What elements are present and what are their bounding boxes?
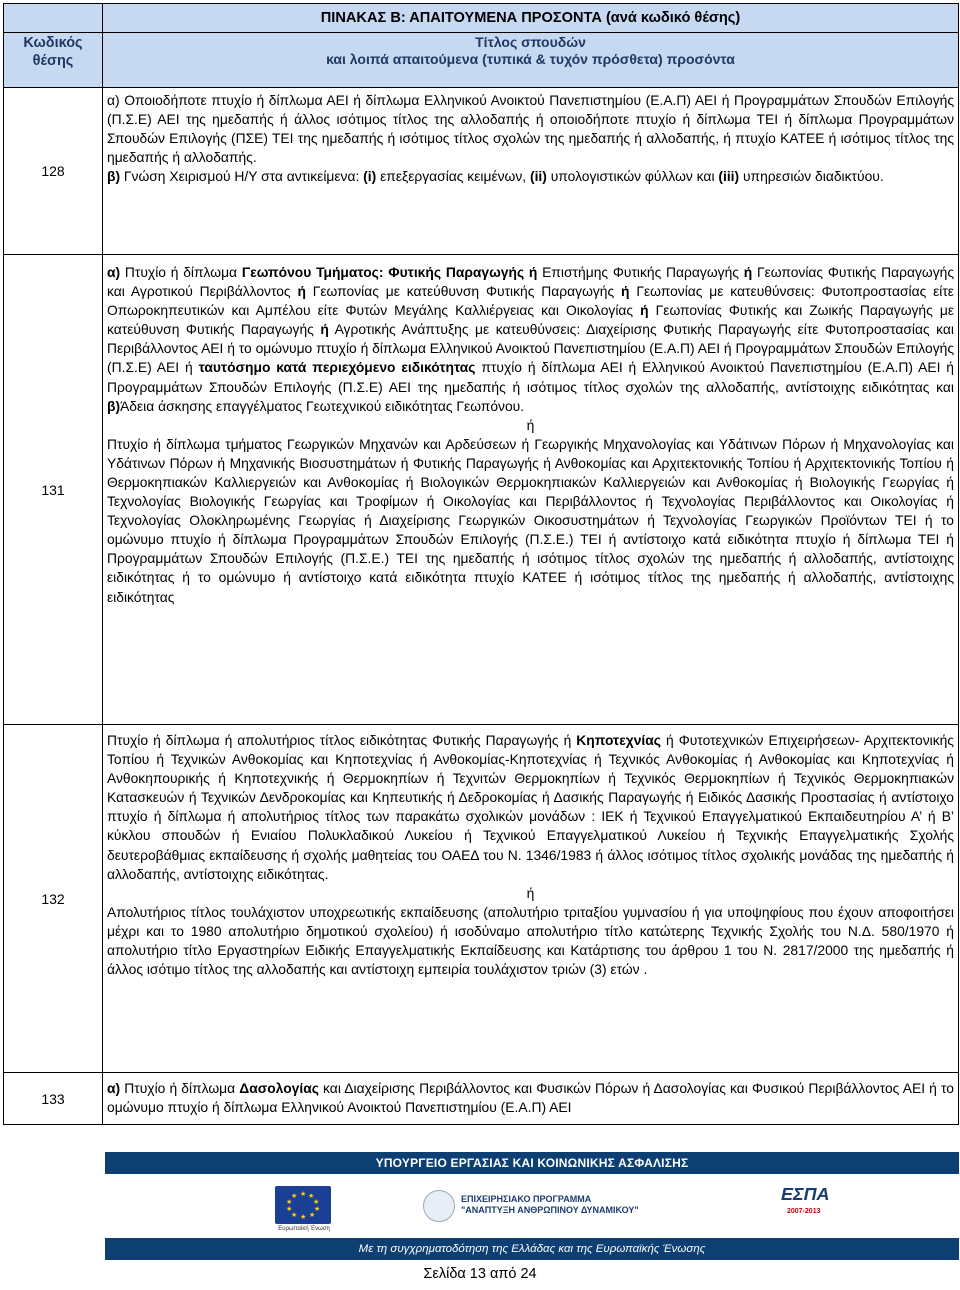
qualification-paragraph: Πτυχίο ή δίπλωμα τμήματος Γεωργικών Μηχανών και Αρδεύσεων ή Γεωργικής Μηχανολογίας και Υδάτινων Πόρων ή Μηχανολογίας και Υδάτινων Πόρων ή Μηχανικής Βιοσυστημάτων ή Φυτικής Παραγωγής ή Ανθοκομίας και Αρχιτεκτονικής Τοπίου ή Αρχιτεκτονικής Τοπίου ή Θερμοκηπιακών Καλλιεργειών και Ανθοκομίας ή Βιολογικών Θερμοκηπιακών Καλλιεργειών και Ανθοκομίας ή Βιολογικής Γεωργίας ή Τεχνολογίας Βιολογικής Γεωργίας και Τροφίμων ή Οικολογίας και Περιβάλλοντος ή Τεχνολογίας Περιβάλλοντος και Οικολογίας ή Τεχνολογίας Ολοκληρωμένης Γεωργίας ή Διαχείρισης Γεωργικών Οικοσυστημάτων ή Τεχνολογίας Γεωργικών Προϊόντων ΤΕΙ ή το ομώνυμο πτυχίο ή δίπλωμα Προγραμμάτων Σπουδών Επιλογής (Π.Σ.Ε.) ΤΕΙ ή αντίστοιχο κατά ειδικότητα πτυχίο ή δίπλωμα ΤΕΙ ή Προγραμμάτων Σπουδών Επιλογής (Π.Σ.Ε.) ΤΕΙ της ημεδαπής ή ισότιμος τίτλος σχολών της ημεδαπής ή αλλοδαπής, αντίστοιχης ειδικότητας ή το ομώνυμο ή αντίστοιχο κατά ειδικότητα πτυχίο ΚΑΤΕΕ ή ισότιμος τίτλος της ημεδαπής ή αλλοδαπής, αντίστοιχης ειδικότητας — [107, 435, 954, 605]
espa-years: 2007-2013 — [787, 1208, 821, 1215]
funding-banner — [105, 1152, 959, 1260]
bold-run: ή — [297, 283, 306, 300]
qualifications-cell — [103, 88, 959, 255]
text-run: Γεωπονίας με κατευθύνσεις: Φυτοπροστασίας είτε Οπωροκηπευτικών και Αμπέλου είτε Φυτών Μεγάλης Καλλιέργειας και Οικολογίας — [107, 283, 954, 319]
bold-run: ή — [320, 321, 329, 338]
cofinance-note: Με τη συγχρηματοδότηση της Ελλάδας και της Ευρωπαϊκής Ένωσης — [105, 1238, 959, 1260]
espa-logo — [781, 1184, 845, 1224]
header-code-line2: θέσης — [32, 53, 74, 69]
text-run: Γνώση Χειρισμού Η/Υ στα αντικείμενα: — [120, 168, 364, 185]
table-title: ΠΙΝΑΚΑΣ Β: ΑΠΑΙΤΟΥΜΕΝΑ ΠΡΟΣΟΝΤΑ (ανά κωδικό θέσης) — [103, 4, 959, 33]
text-run: υπολογιστικών φύλλων και — [546, 168, 719, 185]
qualification-paragraph: Απολυτήριος τίτλος τουλάχιστον υποχρεωτικής εκπαίδευσης (απολυτήριο τριταξίου γυμνασίου ή για υποψηφίους που έχουν αποφοιτήσει μέχρι και το 1980 απολυτήριο δημοτικού σχολείου) ή ισοδύναμο απολυτήριο τίτλο κατώτερης Τεχνικής Σχολής του Ν.Δ. 580/1970 ή απολυτήριο τίτλο Εργαστηρίων Ειδικής Επαγγελματικής Εκπαίδευσης και Κατάρτισης του άρθρου 1 του Ν. 2817/2000 της ημεδαπής ή άλλος ισότιμο τίτλος της αλλοδαπής και αντίστοιχη εμπειρία τουλάχιστον τριών (3) ετών . — [107, 903, 954, 978]
position-code: 128 — [4, 88, 103, 255]
text-run: Άδεια άσκησης επαγγέλματος Γεωτεχνικού ειδικότητας Γεωπόνου. — [120, 397, 525, 414]
qualifications-cell — [103, 725, 959, 1073]
text-run: Πτυχίο ή δίπλωμα — [120, 1080, 240, 1096]
bold-run: Κηποτεχνίας — [576, 732, 661, 748]
item-marker: (i) — [363, 168, 377, 185]
text-run: πτυχίο ή δίπλωμα ΑΕΙ ή Ελληνικού Ανοικτού Πανεπιστημίου (Ε.Α.Π) ΑΕΙ ή Προγραμμάτων Σπουδών Επιλογής (Π.Σ.Ε) ΑΕΙ της ημεδαπής ή ισότιμος τίτλος σχολών της αλλοδαπής, αντίστοιχης ειδικότητας και — [107, 359, 954, 395]
qualification-paragraph — [107, 263, 954, 416]
table-title-row — [4, 4, 959, 33]
item-marker: β) — [107, 397, 121, 414]
table-row — [4, 725, 959, 1073]
qualifications-cell — [103, 1073, 959, 1125]
qualification-paragraph — [107, 167, 954, 186]
header-description — [103, 33, 959, 88]
position-code: 132 — [4, 725, 103, 1073]
page-number: Σελίδα 13 από 24 — [423, 1266, 537, 1282]
title-left-cell — [4, 4, 103, 33]
eu-caption: Ευρωπαϊκή Ένωση — [278, 1226, 330, 1232]
text-run: και Διαχείρισης Περιβάλλοντος και Φυσικών Πόρων ή Δασολογίας και Φυσικού Περιβάλλοντος ΑΕΙ ή το ομώνυμο πτυχίο ή δίπλωμα Ελληνικού Ανοικτού Πανεπιστημίου (Ε.Α.Π) ΑΕΙ — [107, 1080, 954, 1116]
text-run: υπηρεσιών διαδικτύου. — [739, 168, 884, 185]
bold-run: ή — [640, 302, 649, 319]
item-marker: α) — [107, 1080, 121, 1096]
bold-run: ή — [621, 283, 630, 300]
text-run: Πτυχίο ή δίπλωμα ή απολυτήριος τίτλος ειδικότητας Φυτικής Παραγωγής ή — [107, 732, 577, 748]
position-code: 133 — [4, 1073, 103, 1125]
text-run: επεξεργασίας κειμένων, — [376, 168, 530, 185]
espa-label: ΕΣΠΑ — [781, 1184, 830, 1204]
document-page — [3, 3, 958, 1125]
table-row — [4, 1073, 959, 1125]
bold-run: ή — [743, 264, 753, 280]
table-header-row — [4, 33, 959, 88]
qualification-paragraph — [107, 1079, 954, 1117]
qualification-paragraph — [107, 731, 954, 884]
requirements-table — [3, 3, 959, 1125]
text-run: Γεωπονίας Φυτικής Παραγωγής και Αγροτικού Περιβάλλοντος — [107, 264, 955, 300]
text-run: Γεωπονίας με κατεύθυνση Φυτικής Παραγωγής — [305, 283, 622, 300]
program-line1: ΕΠΙΧΕΙΡΗΣΙΑΚΟ ΠΡΟΓΡΑΜΜΑ — [461, 1194, 592, 1204]
header-code-line1: Κωδικός — [23, 35, 83, 51]
bold-run: Δασολογίας — [239, 1080, 319, 1096]
header-desc-line2: και λοιπά απαιτούμενα (τυπικά & τυχόν πρόσθετα) προσόντα — [326, 51, 735, 67]
header-code — [4, 33, 103, 88]
program-line2: "ΑΝΑΠΤΥΞΗ ΑΝΘΡΩΠΙΝΟΥ ΔΥΝΑΜΙΚΟΥ" — [461, 1205, 639, 1215]
item-marker: β) — [107, 168, 121, 185]
text-run: Αγροτικής Ανάπτυξης με κατευθύνσεις: Διαχείρισης Φυτικής Παραγωγής είτε Φυτοπροστασίας και Περιβάλλοντος ΑΕΙ ή το ομώνυμο πτυχίο ή δίπλωμα Ελληνικού Ανοικτού Πανεπιστημίου (Ε.Α.Π) ΑΕΙ ή Προγραμμάτων Σπουδών Επιλογής (Π.Σ.Ε) ΑΕΙ ή — [107, 321, 954, 376]
position-code: 131 — [4, 255, 103, 725]
or-separator: ή — [526, 884, 535, 901]
qualifications-cell — [103, 255, 959, 725]
text-run: Γεωπονίας Φυτικής και Ζωικής Παραγωγής με κατεύθυνση Φυτικής Παραγωγής — [107, 302, 954, 338]
item-marker: (ii) — [529, 168, 547, 185]
or-separator: ή — [526, 416, 535, 433]
table-row — [4, 88, 959, 255]
item-marker: α) — [107, 264, 121, 280]
eu-flag-icon: ★ ★ ★ ★ ★ ★ ★ ★ ★ ★ — [275, 1186, 331, 1224]
header-desc-line1: Τίτλος σπουδών — [475, 34, 586, 50]
text-run: Επιστήμης Φυτικής Παραγωγής — [537, 264, 744, 280]
program-name — [461, 1194, 691, 1216]
qualification-paragraph: α) Οποιοδήποτε πτυχίο ή δίπλωμα ΑΕΙ ή δίπλωμα Ελληνικού Ανοικτού Πανεπιστημίου (Ε.Α.Π) ΑΕΙ ή Προγραμμάτων Σπουδών Επιλογής (Π.Σ.Ε) ΑΕΙ της ημεδαπής ή άλλος ισότιμος τίτλος της αλλοδαπής ή οποιοδήποτε πτυχίο ή δίπλωμα ΤΕΙ ή δίπλωμα Προγραμμάτων Σπουδών Επιλογής (ΠΣΕ) ΤΕΙ της ημεδαπής ή ισότιμος τίτλος σχολών της ημεδαπής ή αλλοδαπής, ή πτυχίο ΚΑΤΕΕ ή ισότιμος τίτλος της ημεδαπής ή αλλοδαπής. — [107, 92, 954, 166]
program-logo-icon — [423, 1190, 455, 1222]
ministry-name: ΥΠΟΥΡΓΕΙΟ ΕΡΓΑΣΙΑΣ ΚΑΙ ΚΟΙΝΩΝΙΚΗΣ ΑΣΦΑΛΙΣΗΣ — [105, 1152, 959, 1174]
bold-run: ταυτόσημο κατά περιεχόμενο ειδικότητας — [198, 359, 476, 376]
text-run: ή Φυτοτεχνικών Επιχειρήσεων- Αρχιτεκτονικής Τοπίου ή Τεχνικών Ανθοκομίας και Κηποτεχνίας ή Ανθοκομίας-Κηποτεχνίας ή Τεχνικός Ανθοκομίας ή Ανθοκομίας και Κηποτεχνίας ή Ανθοκηπουρικής ή Κηποτεχνικής ή Θερμοκηπίων ή Τεχνιτών Θερμοκηπίων ή Τεχνικός Θερμοκηπίων ή Τεχνικός Θερμοκηπιακών Κατασκευών ή Τεχνικών Δενδροκομίας και Κηπευτικής ή Δεδροκομίας ή Δασικής Παραγωγής ή Ειδικός Δασικής Προστασίας ή αντίστοιχο πτυχίο ή δίπλωμα ή απολυτήριος τίτλος των παρακάτω σχολικών μονάδων : ΙΕΚ ή Τεχνικού Επαγγελματικού Εκπαιδευτηρίου Α’ ή Β’ κύκλου σπουδών ή Ενιαίου Πολυκλαδικού Λυκείου ή Τεχνικού Επαγγελματικού Λυκείου ή Τεχνικής Επαγγελματικής Σχολής δευτεροβάθμιας εκπαίδευσης ή σχολής μαθητείας του ΟΑΕΔ του Ν. 1346/1983 ή άλλος ισότιμος τίτλος σχολικής μονάδας της ημεδαπής ή αλλοδαπής, αντίστοιχης ειδικότητας. — [107, 732, 954, 882]
bold-run: Γεωπόνου Τμήματος: Φυτικής Παραγωγής ή — [241, 264, 538, 280]
logo-strip — [105, 1174, 959, 1238]
text-run: Πτυχίο ή δίπλωμα — [120, 264, 242, 280]
item-marker: (iii) — [718, 168, 740, 185]
table-row — [4, 255, 959, 725]
